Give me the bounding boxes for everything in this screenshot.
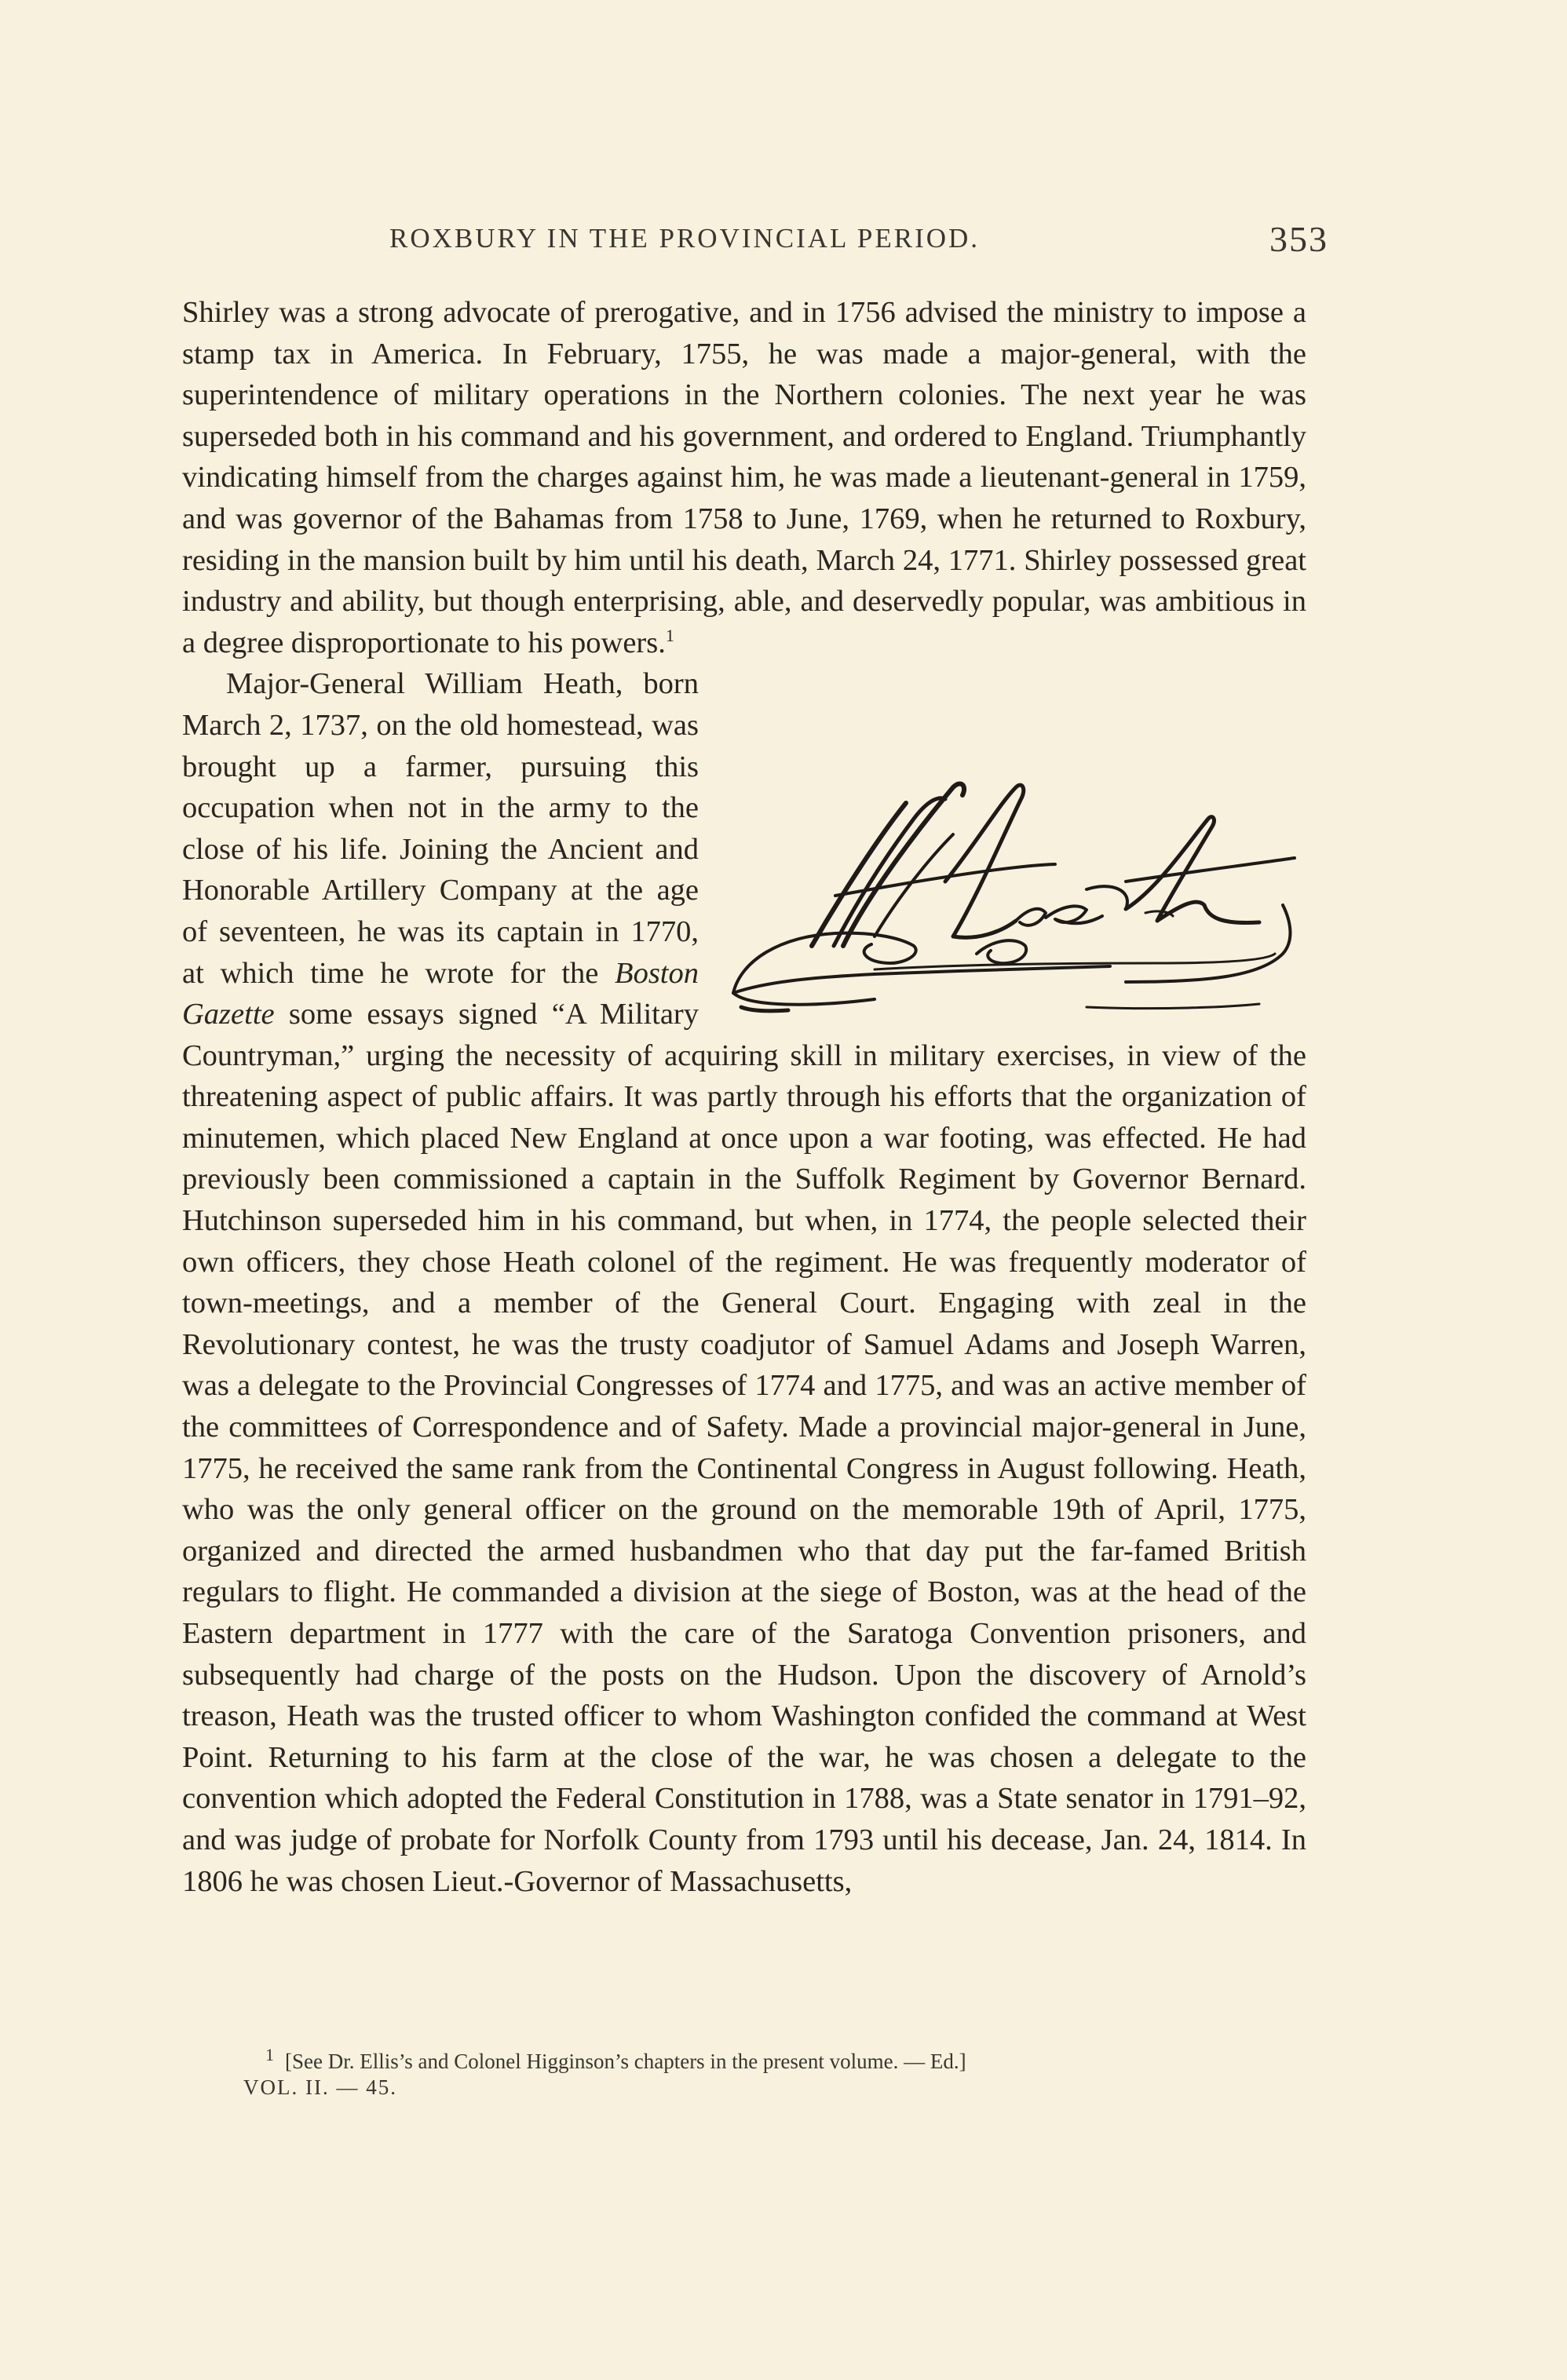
newspaper-title: Boston Gazette xyxy=(182,956,699,1031)
body-text xyxy=(182,292,1306,1902)
paragraph-heath xyxy=(182,663,1306,1902)
footnote-mark: 1 xyxy=(265,2045,274,2064)
running-title: ROXBURY IN THE PROVINCIAL PERIOD. xyxy=(389,223,981,254)
printer-signature-line: VOL. II. — 45. xyxy=(243,2075,397,2099)
footnote xyxy=(265,2039,1317,2077)
page-number: 353 xyxy=(1269,219,1328,259)
footnote-text: [See Dr. Ellis’s and Colonel Higginson’s chapters in the present volume. — Ed.] xyxy=(285,2050,966,2073)
heath-signature-image xyxy=(718,772,1306,1021)
running-head xyxy=(182,218,1328,265)
heath-signature xyxy=(718,772,1306,1021)
paragraph-shirley xyxy=(182,292,1306,663)
paragraph-heath-text-a: Major-General William Heath, born March 2, 1737, on the old homestead, was brought up a farmer, pursuing this occupation when not in the army to the close of his life. Joining the Ancient and Honorable Artillery Company at the age of seventeen, he was its captain in 1770, at which time he wrote for the xyxy=(182,667,699,990)
paragraph-shirley-text: Shirley was a strong advocate of prerogative, and in 1756 advised the ministry to impose a stamp tax in America. In February, 1755, he was made a major-general, with the superintendence of military operations in the Northern colonies. The next year he was superseded both in his command and his government, and ordered to England. Triumphantly vindicating himself from the charges against him, he was made a lieutenant-general in 1759, and was governor of the Bahamas from 1758 to June, 1769, when he returned to Roxbury, residing in the mansion built by him until his death, March 24, 1771. Shirley possessed great industry and ability, but though enterprising, able, and deservedly popular, was ambitious in a degree disproportionate to his powers. xyxy=(182,296,1306,659)
footnote-reference: 1 xyxy=(665,625,674,645)
paragraph-heath-text-b: some essays signed “A Military Countryman,” urging the necessity of acquiring skill in military exercises, in view of the threatening aspect of public affairs. It was partly through his efforts that the organization of minutemen, which placed New England at once upon a war footing, was effected. He had previously been commissioned a captain in the Suffolk Regiment by Governor Bernard. Hutchinson superseded him in his command, but when, in 1774, the people selected their own officers, they chose Heath colonel of the regiment. He was frequently moderator of town-meetings, and a member of the General Court. Engaging with zeal in the Revolutionary contest, he was the trusty coadjutor of Samuel Adams and Joseph Warren, was a delegate to the Provincial Congresses of 1774 and 1775, and was an active member of the committees of Correspondence and of Safety. Made a provincial major-general in June, 1775, he received the same rank from the Continental Congress in August following. Heath, who was the only general officer on the ground on the memorable 19th of April, 1775, organized and directed the armed husbandmen who that day put the far-famed British regulars to flight. He commanded a division at the siege of Boston, was at the head of the Eastern department in 1777 with the care of the Saratoga Convention prisoners, and subsequently had charge of the posts on the Hudson. Upon the discovery of Arnold’s treason, Heath was the trusted officer to whom Washington confided the command at West Point. Returning to his farm at the close of the war, he was chosen a delegate to the convention which adopted the Federal Constitution in 1788, was a State senator in 1791–92, and was judge of probate for Norfolk County from 1793 until his decease, Jan. 24, 1814. In 1806 he was chosen Lieut.-Governor of Massachusetts, xyxy=(182,998,1306,1898)
